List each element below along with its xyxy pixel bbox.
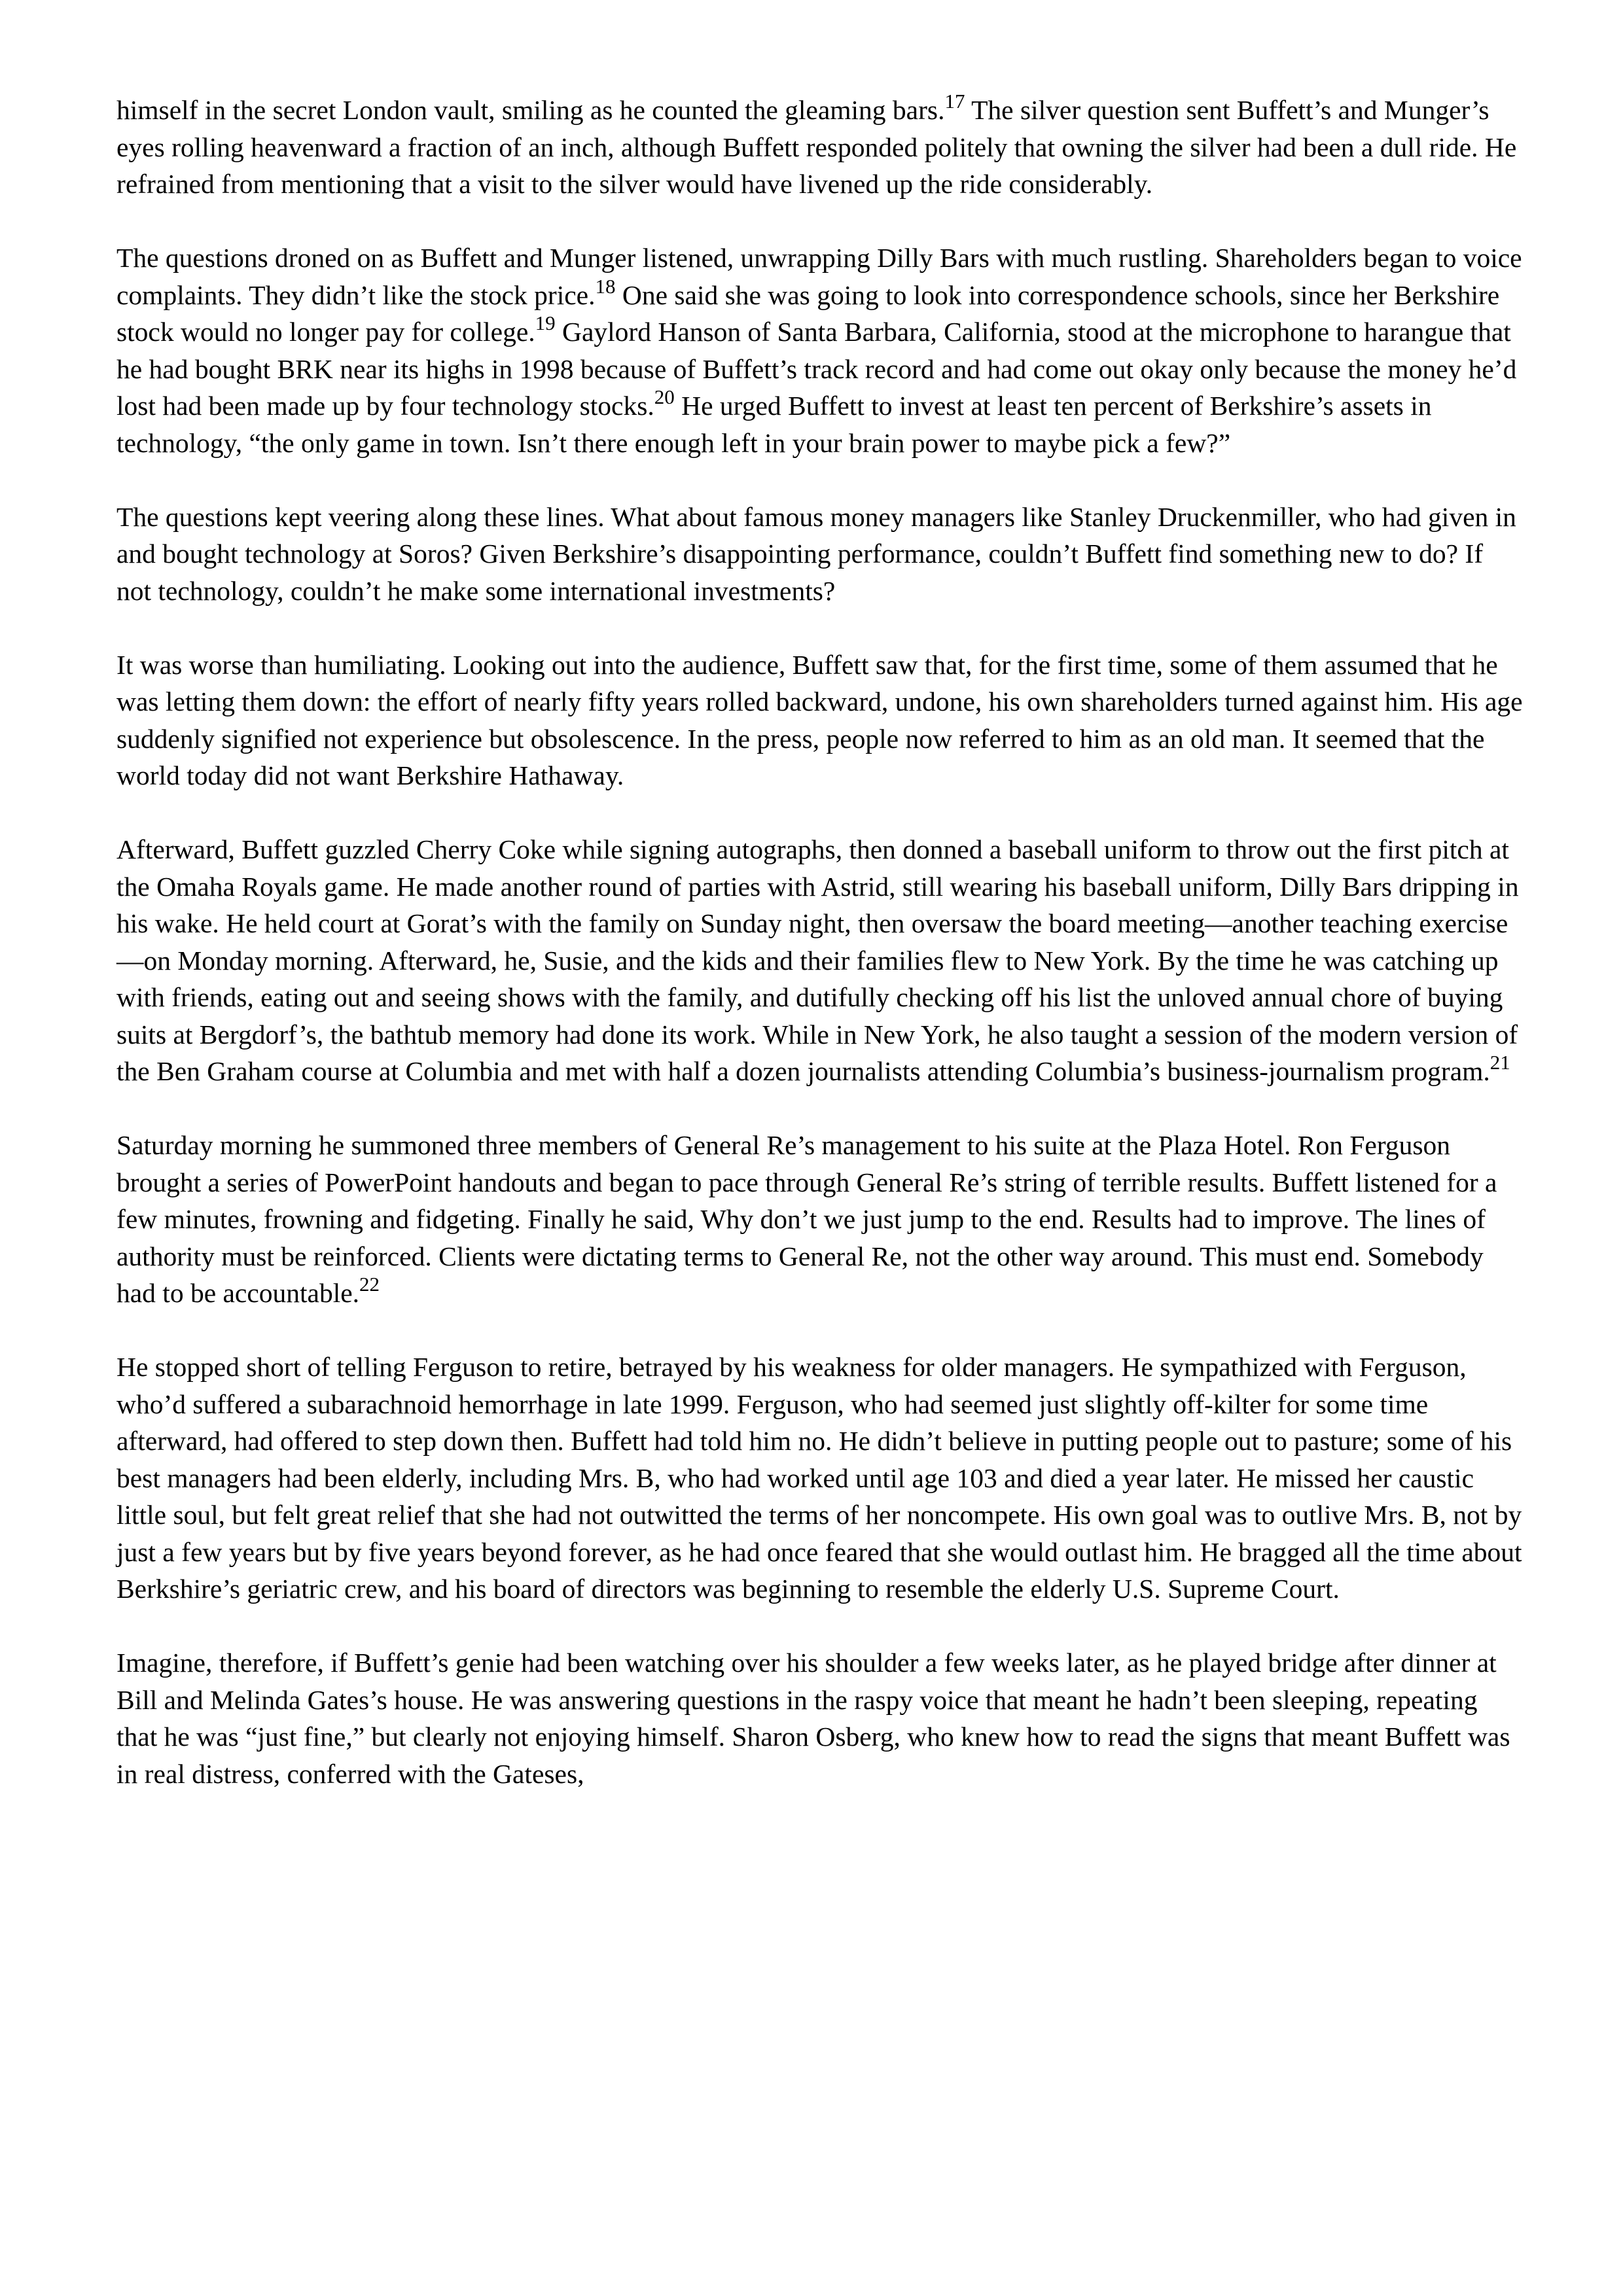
paragraph (116, 646, 1524, 794)
footnote-marker: 20 (654, 385, 675, 408)
paragraph (116, 1349, 1524, 1608)
footnote-marker: 21 (1489, 1051, 1510, 1074)
paragraph (116, 92, 1524, 203)
footnote-marker: 22 (359, 1273, 380, 1296)
paragraph-text: Saturday morning he summoned three members of General Re’s management to his suite at the Plaza Hotel. Ron Ferguson brought a series of PowerPoint handouts and began to pace through General Re’s string of terrible results. Buffett listened for a few minutes, frowning and fidgeting. Finally he said, Why don’t we just jump to the end. Results had to improve. The lines of authority must be reinforced. Clients were dictating terms to General Re, not the other way around. This must end. Somebody had to be accountable. (116, 1130, 1497, 1308)
paragraph-text: It was worse than humiliating. Looking out into the audience, Buffett saw that, for the first time, some of them assumed that he was letting them down: the effort of nearly fifty years rolled backward, undone, his own shareholders turned against him. His age suddenly signified not experience but obsolescence. In the press, people now referred to him as an old man. It seemed that the world today did not want Berkshire Hathaway. (116, 649, 1523, 790)
footnote-marker: 17 (944, 90, 965, 113)
document-page (116, 92, 1524, 1792)
paragraph (116, 499, 1524, 610)
paragraph-text: Afterward, Buffett guzzled Cherry Coke while signing autographs, then donned a baseball uniform to throw out the first pitch at the Omaha Royals game. He made another round of parties with Astrid, still wearing his baseball uniform, Dilly Bars dripping in his wake. He held court at Gorat’s with the family on Sunday night, then oversaw the board meeting—another teaching exercise—on Monday morning. Afterward, he, Susie, and the kids and their families flew to New York. By the time he was catching up with friends, eating out and seeing shows with the family, and dutifully checking off his list the unloved annual chore of buying suits at Bergdorf’s, the bathtub memory had done its work. While in New York, he also taught a session of the modern version of the Ben Graham course at Columbia and met with half a dozen journalists attending Columbia’s business-journalism program. (116, 834, 1519, 1086)
paragraph (116, 1127, 1524, 1312)
paragraph-text: The questions droned on as Buffett and Munger listened, unwrapping Dilly Bars with much rustling. Shareholders began to voice complaints. They didn’t like the stock price. (116, 243, 1522, 310)
paragraph (116, 1644, 1524, 1792)
paragraph-text: The questions kept veering along these lines. What about famous money managers like Stanley Druckenmiller, who had given in and bought technology at Soros? Given Berkshire’s disappointing performance, couldn’t Buffett find something new to do? If not technology, couldn’t he make some international investments? (116, 501, 1516, 606)
footnote-marker: 19 (535, 311, 556, 334)
footnote-marker: 18 (595, 274, 616, 298)
paragraph-text: himself in the secret London vault, smiling as he counted the gleaming bars. (116, 95, 945, 125)
paragraph-text: He stopped short of telling Ferguson to retire, betrayed by his weakness for older managers. He sympathized with Ferguson, who’d suffered a subarachnoid hemorrhage in late 1999. Ferguson, who had seemed just slightly off-kilter for some time afterward, had offered to step down then. Buffett had told him no. He didn’t believe in putting people out to pasture; some of his best managers had been elderly, including Mrs. B, who had worked until age 103 and died a year later. He missed her caustic little soul, but felt great relief that she had not outwitted the terms of her noncompete. His own goal was to outlive Mrs. B, not by just a few years but by five years beyond forever, as he had once feared that she would outlast him. He bragged all the time about Berkshire’s geriatric crew, and his board of directors was beginning to resemble the elderly U.S. Supreme Court. (116, 1352, 1522, 1604)
paragraph-text: The silver question sent Buffett’s and Munger’s eyes rolling heavenward a fraction of an inch, although Buffett responded politely that owning the silver had been a dull ride. He refrained from mentioning that a visit to the silver would have livened up the ride considerably. (116, 95, 1517, 199)
paragraph-text: Imagine, therefore, if Buffett’s genie had been watching over his shoulder a few weeks later, as he played bridge after dinner at Bill and Melinda Gates’s house. He was answering questions in the raspy voice that meant he hadn’t been sleeping, repeating that he was “just fine,” but clearly not enjoying himself. Sharon Osberg, who knew how to read the signs that meant Buffett was in real distress, conferred with the Gateses, (116, 1648, 1510, 1789)
paragraph-text: Gaylord Hanson of Santa Barbara, California, stood at the microphone to harangue that he had bought BRK near its highs in 1998 because of Buffett’s track record and had come out okay only because the money he’d lost had been made up by four technology stocks. (116, 317, 1517, 421)
paragraph-text: He urged Buffett to invest at least ten percent of Berkshire’s assets in technology, “the only game in town. Isn’t there enough left in your brain power to maybe pick a few?” (116, 391, 1432, 458)
paragraph (116, 239, 1524, 461)
paragraph-text: One said she was going to look into correspondence schools, since her Berkshire stock would no longer pay for college. (116, 279, 1500, 347)
paragraph (116, 831, 1524, 1090)
